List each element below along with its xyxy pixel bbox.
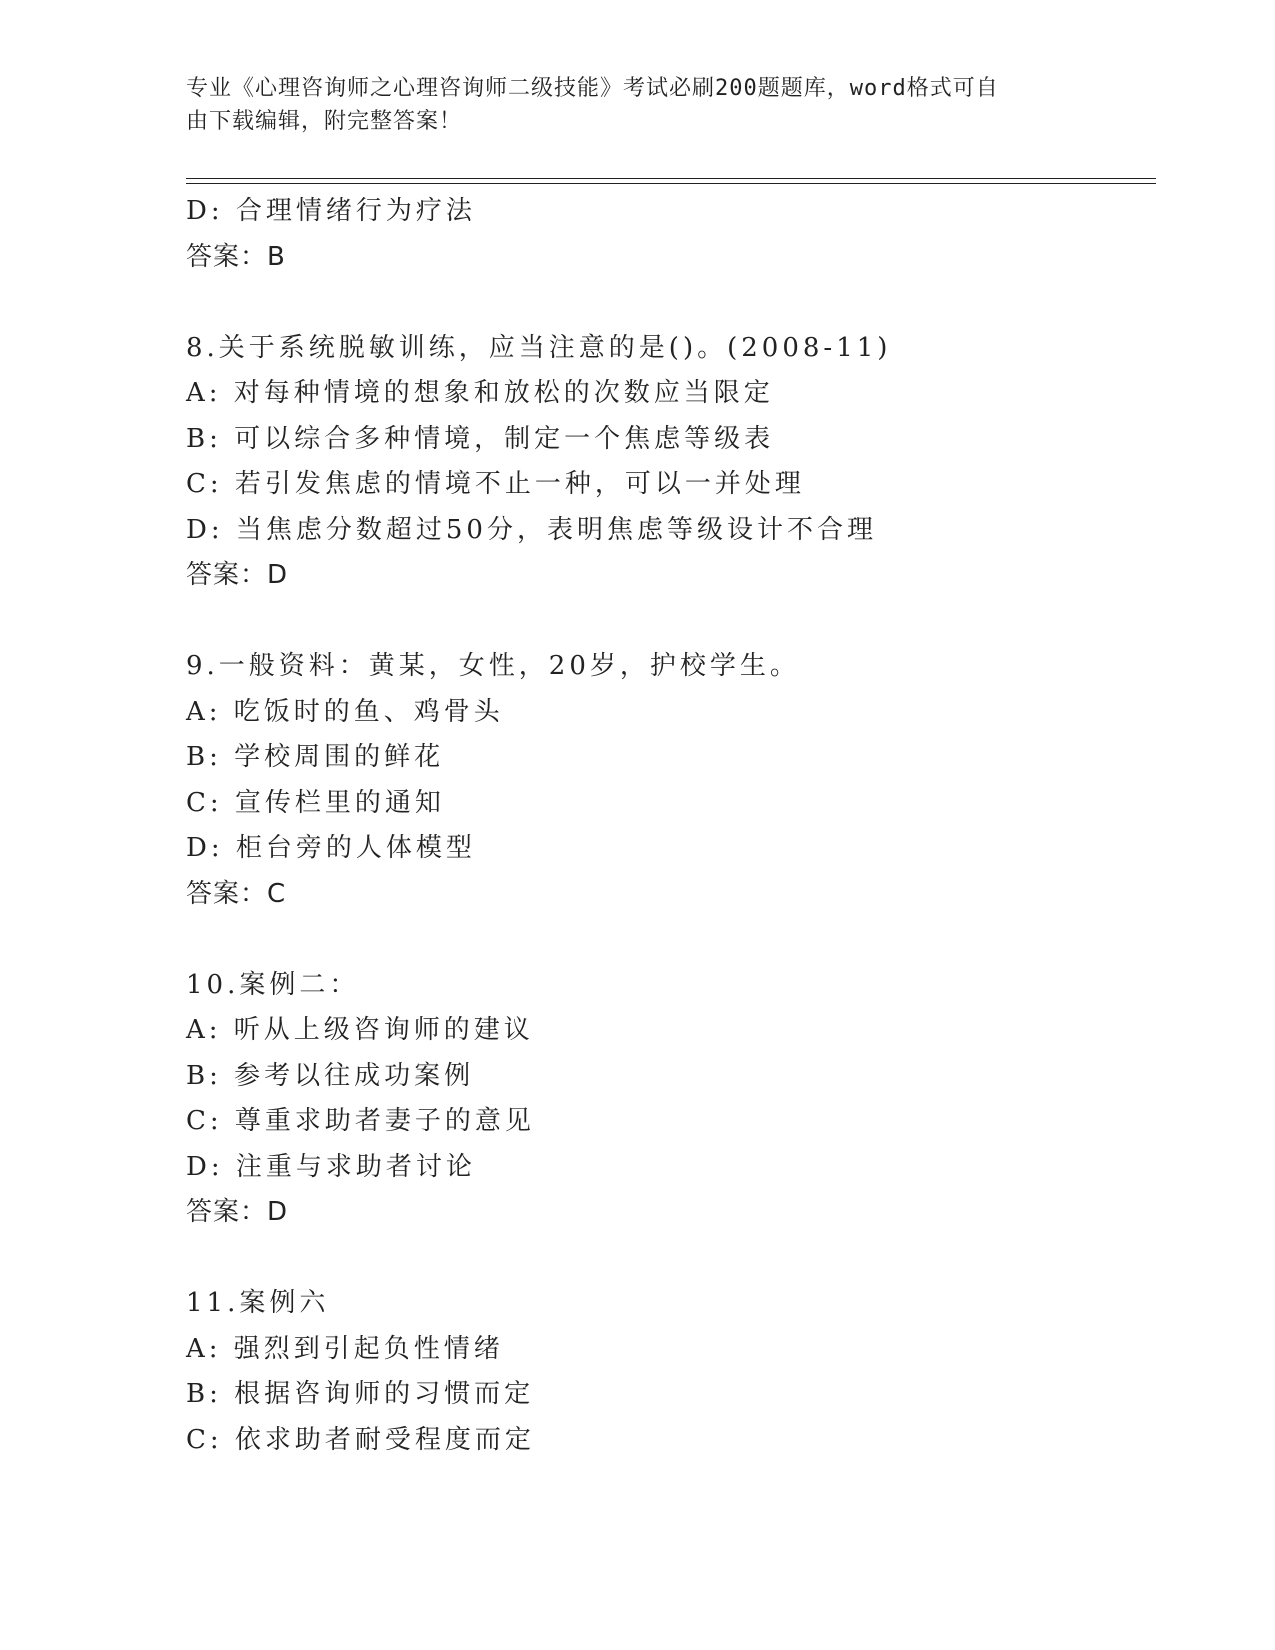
header-divider-top bbox=[186, 178, 1156, 179]
document-header bbox=[186, 72, 1086, 138]
option-c: C: 若引发焦虑的情境不止一种，可以一并处理 bbox=[186, 469, 805, 499]
question-stem: 8.关于系统脱敏训练，应当注意的是()。(2008-11) bbox=[186, 332, 892, 363]
option-b: B: 参考以往成功案例 bbox=[186, 1060, 475, 1091]
option-a: A: 听从上级咨询师的建议 bbox=[186, 1015, 534, 1045]
answer-label: 答案：D bbox=[186, 1197, 289, 1227]
answer-label: 答案：C bbox=[186, 878, 287, 909]
option-a: A: 吃饭时的鱼、鸡骨头 bbox=[186, 696, 504, 727]
header-divider-bottom bbox=[186, 183, 1156, 184]
header-line-1: 专业《心理咨询师之心理咨询师二级技能》考试必刷200题题库，word格式可自 bbox=[186, 76, 999, 101]
question-11 bbox=[186, 1281, 1136, 1463]
header-line-2: 由下载编辑，附完整答案！ bbox=[186, 109, 463, 134]
option-b: B: 根据咨询师的习惯而定 bbox=[186, 1379, 535, 1409]
option-c: C: 宣传栏里的通知 bbox=[186, 787, 445, 818]
option-a: A: 对每种情境的想象和放松的次数应当限定 bbox=[186, 378, 774, 408]
question-9 bbox=[186, 644, 1136, 917]
option-b: B: 学校周围的鲜花 bbox=[186, 742, 445, 772]
answer-label: 答案：B bbox=[186, 241, 286, 272]
question-stem: 9.一般资料：黄某，女性，20岁，护校学生。 bbox=[186, 651, 800, 681]
question-list bbox=[186, 189, 1136, 1463]
question-stem: 10.案例二： bbox=[186, 969, 360, 1000]
question-8 bbox=[186, 326, 1136, 599]
option-d: D: 合理情绪行为疗法 bbox=[186, 196, 476, 226]
answer-label: 答案：D bbox=[186, 560, 289, 590]
question-7-partial bbox=[186, 189, 1136, 280]
option-a: A: 强烈到引起负性情绪 bbox=[186, 1333, 504, 1364]
option-d: D: 柜台旁的人体模型 bbox=[186, 833, 476, 863]
question-stem: 11.案例六 bbox=[186, 1288, 330, 1318]
option-c: C: 依求助者耐受程度而定 bbox=[186, 1424, 535, 1455]
option-c: C: 尊重求助者妻子的意见 bbox=[186, 1106, 535, 1136]
option-d: D: 当焦虑分数超过50分，表明焦虑等级设计不合理 bbox=[186, 514, 877, 545]
question-10 bbox=[186, 963, 1136, 1236]
option-d: D: 注重与求助者讨论 bbox=[186, 1151, 476, 1182]
option-b: B: 可以综合多种情境，制定一个焦虑等级表 bbox=[186, 423, 775, 454]
